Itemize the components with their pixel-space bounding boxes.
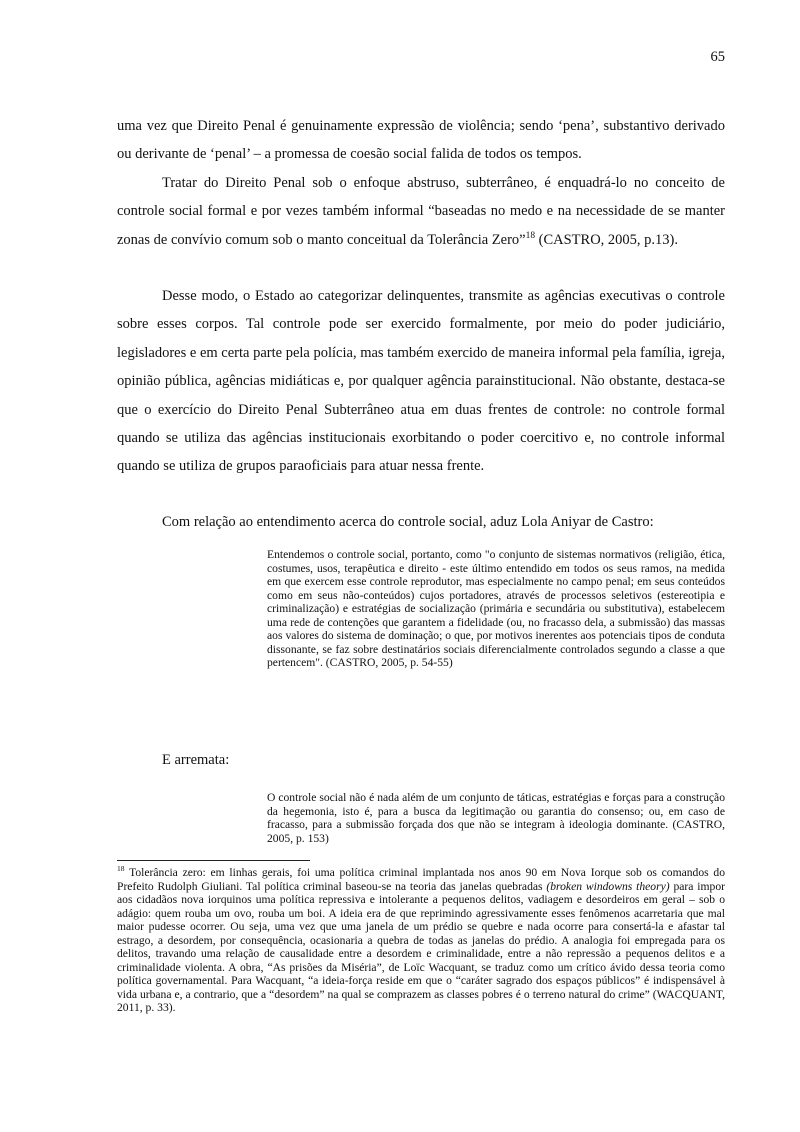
footnote-reference[interactable]: 18 bbox=[525, 230, 536, 241]
footnote-marker: 18 bbox=[117, 864, 125, 874]
paragraph-tolerancia-zero bbox=[117, 169, 725, 254]
paragraph-tolerancia-zero-text: Tratar do Direito Penal sob o enfoque abstruso, subterrâneo, é enquadrá-lo no conceito de controle social formal e por vezes também informal “baseadas no medo e na necessidade de se manter zonas de convívio comum sob o manto conceitual da Tolerância Zero” bbox=[117, 175, 725, 248]
paragraph-lola-intro: Com relação ao entendimento acerca do controle social, aduz Lola Aniyar de Castro: bbox=[162, 514, 654, 530]
paragraph-tolerancia-zero-citation: (CASTRO, 2005, p.13). bbox=[535, 231, 679, 248]
block-quote-castro-1: Entendemos o controle social, portanto, como "o conjunto de sistemas normativos (religião, ética, costumes, usos, terapêutica e direito - este último entendido em todos os seus ramos, na medida em que exercem esse controle reprodutor, mas especialmente no campo penal; em seus conteúdos como em seus não-conteúdos) cujos portadores, através de processos seletivos (estereotipia e criminalização) e estratégias de socialização (primária e secundária ou substitutiva), estabelecem uma rede de contenções que garantem a fidelidade (ou, no fracasso dela, a submissão) das massas aos valores do sistema de dominação; o que, por motivos inerentes aos potenciais tipos de conduta dissonante, se faz sobre destinatários sociais diferencialmente controlados segundo a classe a que pertencem". (CASTRO, 2005, p. 54-55) bbox=[267, 548, 725, 669]
paragraph-controle-estado: Desse modo, o Estado ao categorizar delinquentes, transmite as agências executivas o controle sobre esses corpos. Tal controle pode ser exercido formalmente, por meio do poder judiciário, legisladores e em certa parte pela polícia, mas também exercido de maneira informal pela família, igreja, opinião pública, agências midiáticas e, por qualquer agência parainstitucional. Não obstante, destaca-se que o exercício do Direito Penal Subterrâneo atua em duas frentes de controle: no controle formal quando se utiliza das agências institucionais exorbitando o poder coercitivo e, no controle informal quando se utiliza de grupos paraoficiais para atuar nessa frente. bbox=[117, 288, 725, 475]
footnote-text-end: para impor aos cidadãos nova iorquinos uma política repressiva e intolerante a pequenos delitos, vadiagem e desordeiros em geral – sob o adágio: quem rouba um ovo, rouba um boi. A ideia era de que reprimindo agressivamente esses fenômenos acarretaria que mal maior pudesse ocorrer. Ou seja, uma vez que uma janela de um prédio se quebre e nada ocorre para consertá-la e afastar tal estrago, a desordem, por consequência, ocasionaria a quebra de todas as janelas do prédio. A analogia foi empregada para os delitos, travando uma relação de causalidade entre a desordem e criminalidade, entre a não repressão a pequenos delitos e a criminalidade violenta. A obra, “As prisões da Miséria”, de Loïc Wacquant, se traduz como um crítico ávido dessa teoria como política governamental. Para Wacquant, “a ideia-força reside em que o “caráter sagrado dos espaços públicos” é indispensável à vida urbana e, a contrario, que a “desordem” na qual se comprazem as classes pobres é o terreno natural do crime” (WACQUANT, 2011, p. 33). bbox=[117, 879, 725, 1014]
footnote-italic-term: (broken windowns theory) bbox=[546, 879, 670, 893]
footnote-text-start: Tolerância zero: em linhas gerais, foi uma política criminal implantada nos anos 90 em Nova Iorque sob os comandos do Prefeito Rudolph Giuliani. Tal política criminal baseou-se na teoria das janelas quebradas bbox=[117, 866, 725, 893]
block-quote-castro-2: O controle social não é nada além de um conjunto de táticas, estratégias e forças para a construção da hegemonia, isto é, para a busca da legitimação ou garantia do consenso; ou, em caso de fracasso, para a submissão forçada dos que não se integram à ideologia dominante. (CASTRO, 2005, p. 153) bbox=[267, 791, 725, 845]
paragraph-continuation: uma vez que Direito Penal é genuinamente expressão de violência; sendo ‘pena’, substantivo derivado ou derivante de ‘penal’ – a promessa de coesão social falida de todos os tempos. bbox=[117, 118, 725, 163]
footnote-separator bbox=[117, 860, 310, 861]
paragraph-e-arremata: E arremata: bbox=[162, 752, 230, 768]
page-number: 65 bbox=[710, 49, 725, 65]
footnote-18 bbox=[117, 866, 725, 1015]
